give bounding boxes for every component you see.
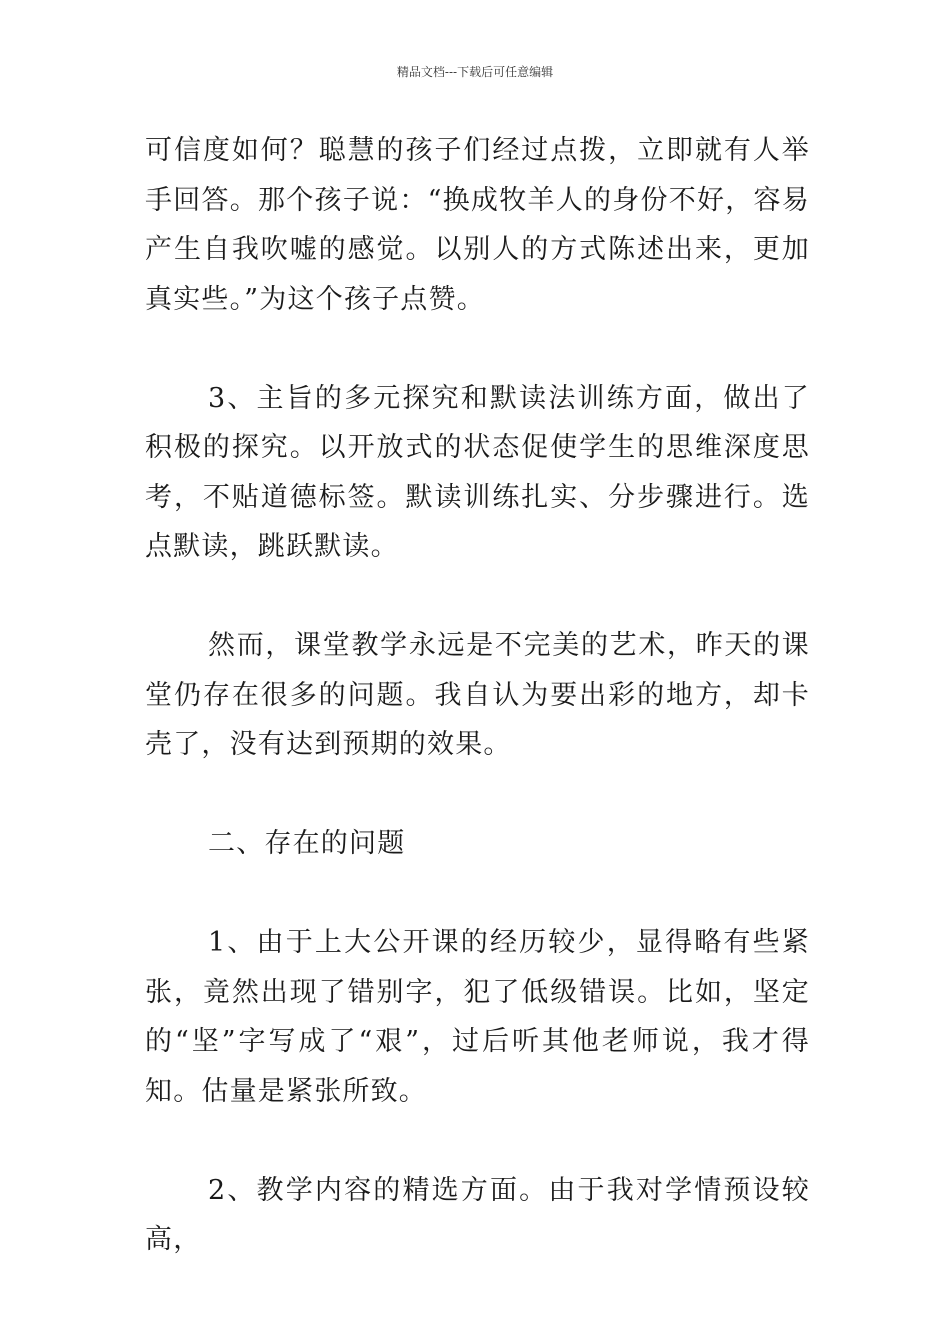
paragraph-problem-1: 1、由于上大公开课的经历较少，显得略有些紧张，竟然出现了错别字，犯了低级错误。比如，坚定的“坚”字写成了“艰”，过后听其他老师说，我才得知。估量是紧张所致。 bbox=[145, 927, 810, 1107]
paragraph-gap bbox=[145, 869, 810, 919]
paragraph-however: 然而，课堂教学永远是不完美的艺术，昨天的课堂仍存在很多的问题。我自认为要出彩的地方，却卡壳了，没有达到预期的效果。 bbox=[145, 630, 810, 760]
paragraph-problem-2: 2、教学内容的精选方面。由于我对学情预设较高， bbox=[145, 1174, 810, 1255]
paragraph-gap bbox=[145, 1116, 810, 1166]
document-body bbox=[145, 126, 810, 1265]
paragraph-continuation: 可信度如何？聪慧的孩子们经过点拨，立即就有人举手回答。那个孩子说：“换成牧羊人的身份不好，容易产生自我吹嘘的感觉。以别人的方式陈述出来，更加真实些。”为这个孩子点赞。 bbox=[145, 135, 810, 315]
paragraph-point-3: 3、主旨的多元探究和默读法训练方面，做出了积极的探究。以开放式的状态促使学生的思维深度思考，不贴道德标签。默读训练扎实、分步骤进行。选点默读，跳跃默读。 bbox=[145, 382, 810, 562]
paragraph-gap bbox=[145, 770, 810, 820]
section-heading: 二、存在的问题 bbox=[208, 828, 406, 859]
page-header: 精品文档---下载后可任意编辑 bbox=[396, 65, 554, 79]
paragraph-gap bbox=[145, 324, 810, 374]
paragraph-gap bbox=[145, 572, 810, 622]
